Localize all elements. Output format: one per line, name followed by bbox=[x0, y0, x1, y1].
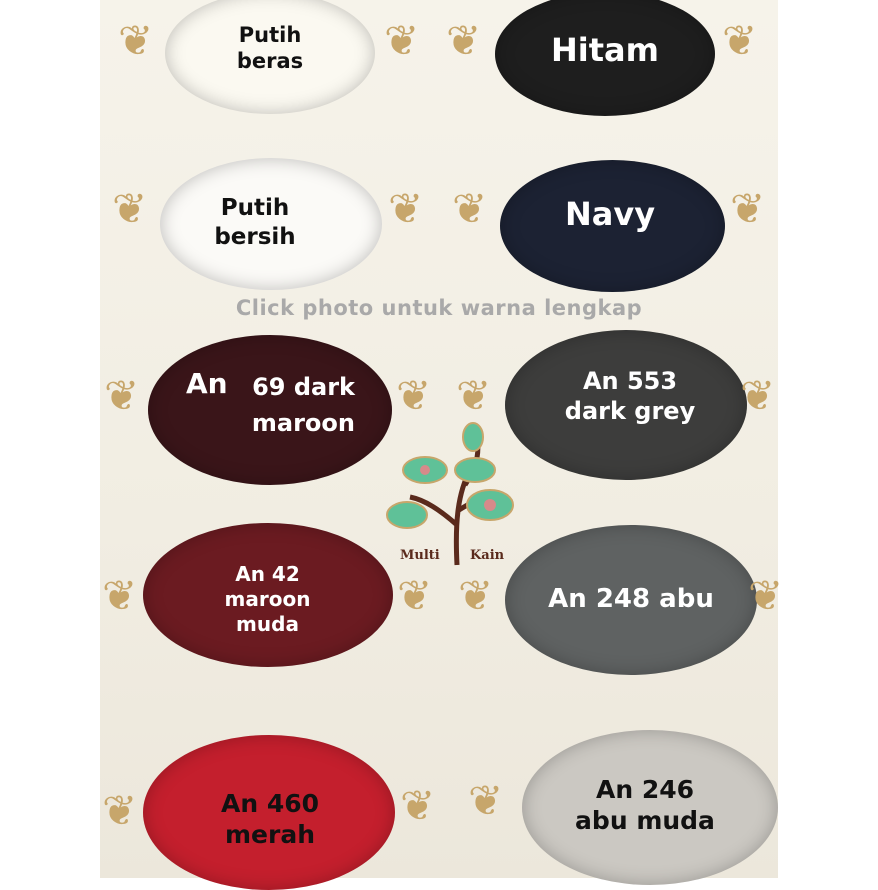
ornament-icon: ❦ bbox=[396, 371, 432, 420]
ornament-icon: ❦ bbox=[112, 184, 148, 233]
swatch-label: Putih bbox=[238, 23, 302, 47]
swatch-label: An 248 abu bbox=[548, 584, 714, 614]
swatch-label: maroon bbox=[224, 587, 311, 611]
ornament-icon: ❦ bbox=[118, 16, 154, 65]
logo-word: Kain bbox=[470, 548, 505, 563]
ornament-icon: ❦ bbox=[400, 781, 436, 830]
swatch-label: An 553 bbox=[582, 367, 678, 395]
swatch-label: An bbox=[186, 367, 228, 400]
ornament-icon: ❦ bbox=[722, 16, 758, 65]
swatch-label: An 246 bbox=[595, 775, 695, 804]
swatch-label: muda bbox=[236, 612, 299, 636]
swatch-label: bersih bbox=[214, 223, 296, 250]
logo-word: Multi bbox=[400, 548, 440, 563]
ornament-icon: ❦ bbox=[468, 776, 504, 825]
instruction-text: Click photo untuk warna lengkap bbox=[235, 296, 643, 320]
swatch-label: maroon bbox=[251, 409, 355, 437]
ornament-icon: ❦ bbox=[748, 571, 784, 620]
ornament-icon: ❦ bbox=[397, 571, 433, 620]
ornament-icon: ❦ bbox=[730, 184, 766, 233]
ornament-icon: ❦ bbox=[384, 16, 420, 65]
ornament-icon: ❦ bbox=[456, 371, 492, 420]
swatch-label: beras bbox=[236, 49, 304, 74]
ornament-icon: ❦ bbox=[740, 371, 776, 420]
swatch-label: 69 dark bbox=[252, 373, 355, 401]
ornament-icon: ❦ bbox=[388, 184, 424, 233]
swatch-label: dark grey bbox=[564, 397, 696, 425]
ornament-icon: ❦ bbox=[446, 16, 482, 65]
swatch-label: Hitam bbox=[551, 31, 659, 69]
swatch-label: Navy bbox=[564, 195, 656, 233]
swatch-label: An 460 bbox=[220, 789, 320, 818]
ornament-icon: ❦ bbox=[458, 571, 494, 620]
ornament-icon: ❦ bbox=[102, 786, 138, 835]
ornament-icon: ❦ bbox=[102, 571, 138, 620]
swatch-label: Putih bbox=[220, 195, 290, 221]
swatch-label: abu muda bbox=[575, 806, 715, 836]
swatch-label: An 42 bbox=[235, 562, 300, 586]
ornament-icon: ❦ bbox=[452, 184, 488, 233]
ornament-icon: ❦ bbox=[104, 371, 140, 420]
swatch-label: merah bbox=[224, 820, 315, 850]
